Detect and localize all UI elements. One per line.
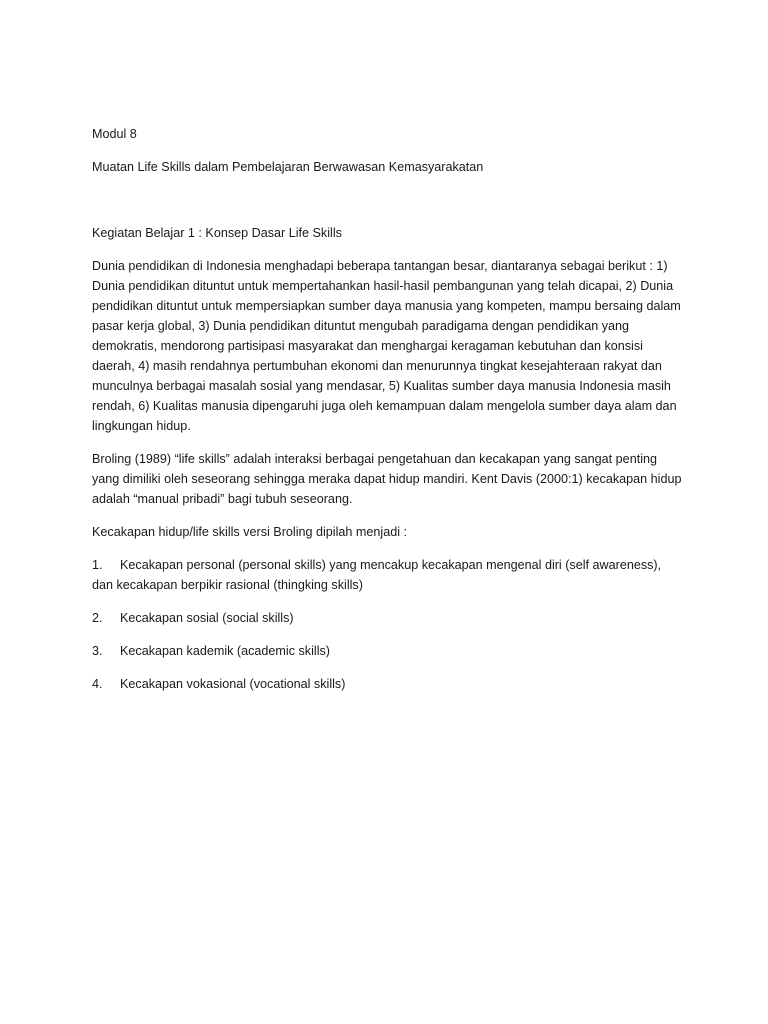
list-item <box>92 608 684 628</box>
paragraph-challenges: Dunia pendidikan di Indonesia menghadapi beberapa tantangan besar, diantaranya sebagai berikut : 1) Dunia pendidikan dituntut untuk mempertahankan hasil-hasil pembangunan yang telah dicapai, 2) Dunia pendidikan dituntut untuk mempersiapkan sumber daya manusia yang kompeten, mampu bersaing dalam pasar kerja global, 3) Dunia pendidikan dituntut mengubah paradigama dengan pendidikan yang demokratis, mendorong partisipasi masyarakat dan menghargai keragaman kebutuhan dan konsisi daerah, 4) masih rendahnya pertumbuhan ekonomi dan menurunnya tingkat kesejahteraan rakyat dan munculnya berbagai masalah sosial yang mendasar, 5) Kualitas sumber daya manusia Indonesia masih rendah, 6) Kualitas manusia dipengaruhi juga oleh kemampuan dalam mengelola sumber daya alam dan lingkungan hidup. <box>92 259 681 433</box>
list-item-text: Kecakapan personal (personal skills) yang mencakup kecakapan mengenal diri (self awareness), dan kecakapan berpikir rasional (thingking skills) <box>92 558 662 592</box>
list-item-text: Kecakapan sosial (social skills) <box>120 611 294 625</box>
skills-list <box>92 555 684 694</box>
activity-title: Kegiatan Belajar 1 : Konsep Dasar Life Skills <box>92 226 342 240</box>
list-item-number: 4. <box>92 677 103 691</box>
list-item <box>92 641 684 661</box>
paragraph-list-intro: Kecakapan hidup/life skills versi Broling dipilah menjadi : <box>92 525 408 539</box>
list-item-number: 3. <box>92 644 103 658</box>
module-title: Modul 8 <box>92 127 137 141</box>
document-body <box>92 124 684 707</box>
list-item-number: 1. <box>92 558 103 572</box>
list-item-number: 2. <box>92 611 103 625</box>
list-item <box>92 674 684 694</box>
list-item-text: Kecakapan kademik (academic skills) <box>120 644 330 658</box>
list-item-text: Kecakapan vokasional (vocational skills) <box>120 677 346 691</box>
list-item <box>92 555 684 595</box>
paragraph-definition: Broling (1989) “life skills” adalah interaksi berbagai pengetahuan dan kecakapan yang sangat penting yang dimiliki oleh seseorang sehingga meraka dapat hidup mandiri. Kent Davis (2000:1) kecakapan hidup adalah “manual pribadi” bagi tubuh seseorang. <box>92 452 682 506</box>
module-subtitle: Muatan Life Skills dalam Pembelajaran Berwawasan Kemasyarakatan <box>92 160 484 174</box>
